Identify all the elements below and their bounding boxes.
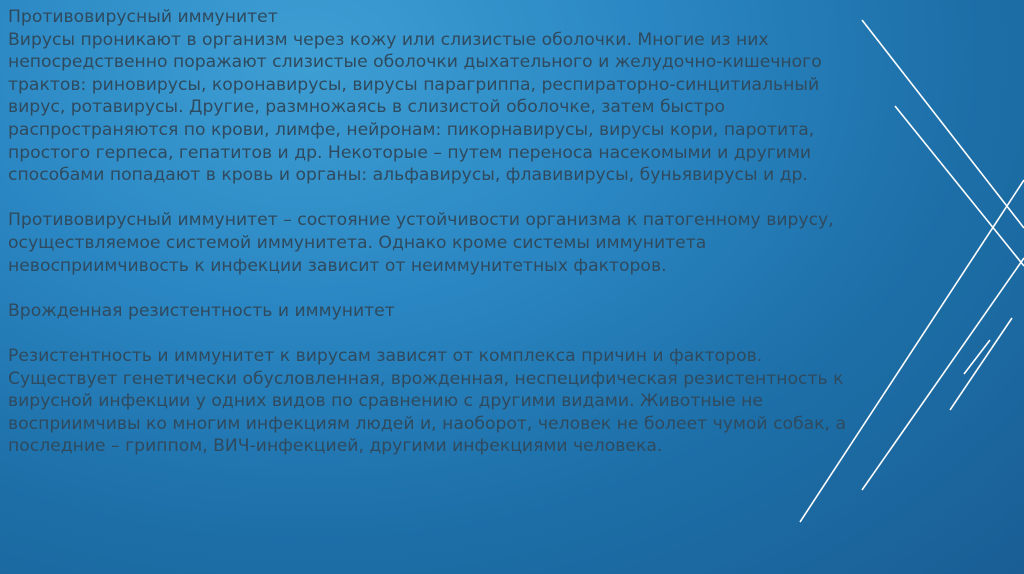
section-subheading: Врожденная резистентность и иммунитет: [8, 300, 395, 321]
paragraph-virus-entry: Вирусы проникают в организм через кожу или слизистые оболочки. Многие из них непосредственно поражают слизистые оболочки дыхательного и желудочно-кишечного трактов: риновирусы, коронавирусы, вирусы парагриппа, респираторно-синцитиальный вирус, ротавирусы. Другие, размножаясь в слизистой оболочке, затем быстро распространяются по крови, лимфе, нейронам: пикорнавирусы, вирусы кори, паротита, простого герпеса, гепатитов и др. Некоторые – путем переноса насекомыми и другими способами попадают в кровь и органы: альфавирусы, флавивирусы, буньявирусы и др.: [8, 29, 822, 186]
paragraph-definition: Противовирусный иммунитет – состояние устойчивости организма к патогенному вирусу, осуществляемое системой иммунитета. Однако кроме системы иммунитета невосприимчивость к инфекции зависит от неиммунитетных факторов.: [8, 210, 834, 276]
slide-body: [8, 6, 948, 480]
slide-heading: Противовирусный иммунитет: [8, 7, 278, 27]
decor-line-6: [950, 318, 1012, 410]
paragraph-resistance: Резистентность и иммунитет к вирусам зависят от комплекса причин и факторов. Существует генетически обусловленная, врожденная, неспецифическая резистентность к вирусной инфекции у одних видов по сравнению с другими видами. Животные не восприимчивы ко многим инфекциям людей и, наоборот, человек не болеет чумой собак, а последние – гриппом, ВИЧ-инфекцией, другими инфекциями человека.: [8, 345, 847, 457]
